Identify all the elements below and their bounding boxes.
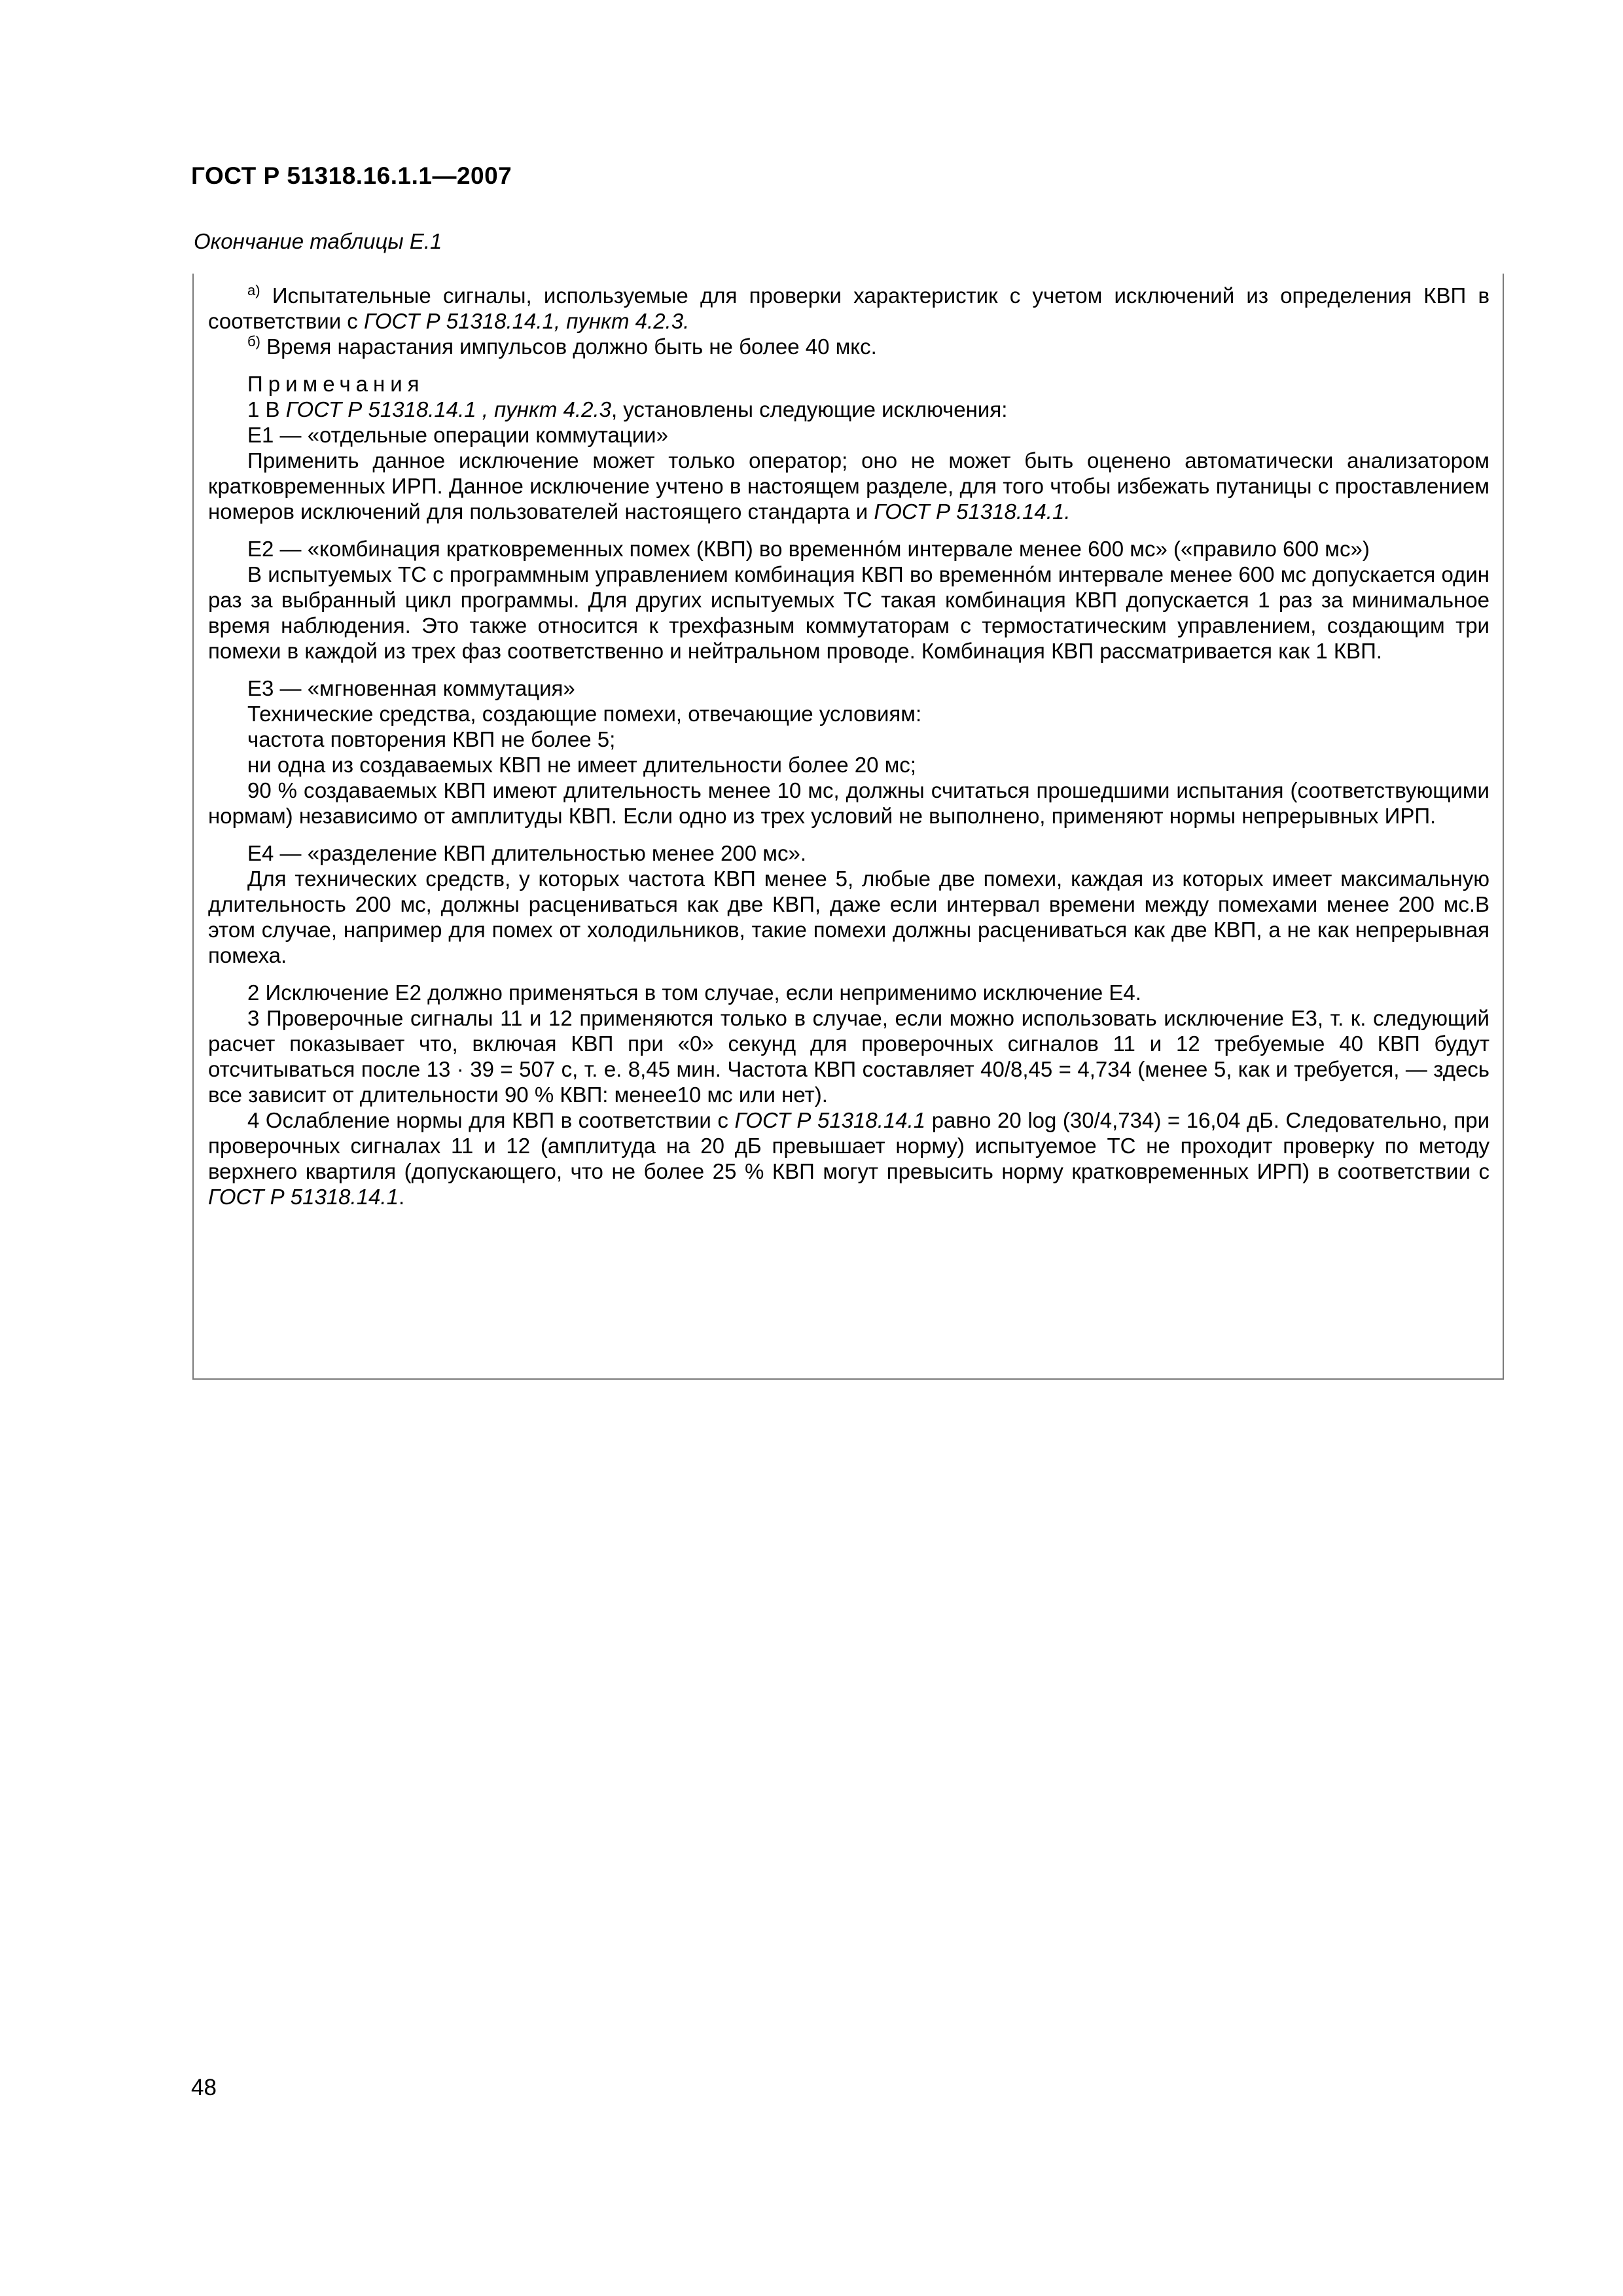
note-4-reference: ГОСТ Р 51318.14.1 [734,1108,926,1132]
exception-e3-line: частота повторения КВП не более 5; [247,727,616,751]
exception-e1-body [208,448,1489,524]
exception-e3-line: 90 % создаваемых КВП имеют длительность менее 10 мс, должны считаться прошедшими испытания (соответствующими нормам) независимо от амплитуды КВП. Если одно из трех условий не выполнено, применяют нормы непрерывных ИРП. [208,778,1489,828]
note-4 [208,1107,1489,1210]
note-2: 2 Исключение Е2 должно применяться в том случае, если неприменимо исключение Е4. [247,980,1141,1005]
footnote-a-mark: а) [247,282,260,298]
document-header: ГОСТ Р 51318.16.1.1—2007 [191,162,512,189]
note-1-reference: ГОСТ Р 51318.14.1 , пункт 4.2.3 [285,397,611,422]
footnote-a [208,283,1489,334]
exception-e4-body: Для технических средств, у которых частота КВП менее 5, любые две помехи, каждая из которых имеет максимальную длительность 200 мс, должны расцениваться как две КВП, даже если интервал времени между помехами менее 200 мс.В этом случае, например для помех от холодильников, такие помехи должны расцениваться как две КВП, а не как непрерывная помеха. [208,867,1489,967]
exception-e3-line: Технические средства, создающие помехи, отвечающие условиям: [247,702,922,726]
note-4-prefix: 4 Ослабление нормы для КВП в соответствии с [247,1108,735,1132]
footnote-a-text: Испытательные сигналы, используемые для проверки характеристик с учетом исключений из определения КВП в соответствии с [208,283,1490,333]
footnote-b-mark: б) [247,333,260,350]
page-number: 48 [191,2075,217,2100]
note-3: 3 Проверочные сигналы 11 и 12 применяются только в случае, если можно использовать исключение Е3, т. к. следующий расчет показывает что, включая КВП при «0» секунд для проверочных сигналов 11 и 12 требуемые 40 КВП будут отсчитываться после 13 · 39 = 507 с, т. е. 8,45 мин. Частота КВП составляет 40/8,45 = 4,734 (менее 5, как и требуется, — здесь все зависит от длительности 90 % КВП: менее10 мс или нет). [208,1006,1489,1107]
exception-e3-title: Е3 — «мгновенная коммутация» [247,676,575,700]
note-1-suffix: , установлены следующие исключения: [611,397,1008,422]
footnote-b [208,334,1489,359]
exception-e4-title: Е4 — «разделение КВП длительностью менее 200 мс». [247,841,806,865]
exception-e1-reference: ГОСТ Р 51318.14.1. [874,499,1071,524]
note-1-prefix: 1 В [247,397,286,422]
exception-e1-title: Е1 — «отдельные операции коммутации» [247,423,668,447]
note-4-reference: ГОСТ Р 51318.14.1 [208,1185,399,1209]
table-continuation-caption: Окончание таблицы Е.1 [194,229,442,253]
exception-e1-text: Применить данное исключение может только оператор; оно не может быть оценено автоматически анализатором кратковременных ИРП. Данное исключение учтено в настоящем разделе, для того чтобы избежать путаницы с проставлением номеров исключений для пользователей настоящего стандарта и [208,448,1489,524]
footnote-a-reference: ГОСТ Р 51318.14.1, пункт 4.2.3. [363,309,690,333]
footnote-b-text: Время нарастания импульсов должно быть не более 40 мкс. [266,334,877,359]
note-1 [208,397,1489,422]
exception-e2-title: Е2 — «комбинация кратковременных помех (КВП) во временно́м интервале менее 600 мс» («правило 600 мс») [247,537,1370,561]
note-4-end: . [398,1185,405,1209]
note-4-text: равно 20 log (30/4,734) = 16,04 дБ. Следовательно, при проверочных сигналах 11 и 12 (амплитуда на 20 дБ превышает норму) испытуемое ТС не проходит проверку по методу верхнего квартиля (допускающего, что не более 25 % КВП могут превысить норму кратковременных ИРП) в соответствии с [208,1108,1489,1183]
exception-e3-line: ни одна из создаваемых КВП не имеет длительности более 20 мс; [247,753,916,777]
exception-e2-body: В испытуемых ТС с программным управлением комбинация КВП во временно́м интервале менее 600 мс допускается один раз за выбранный цикл программы. Для других испытуемых ТС такая комбинация КВП допускается 1 раз за минимальное время наблюдения. Это также относится к трехфазным коммутаторам с термостатическим управлением, создающим три помехи в каждой из трех фаз соответственно и нейтральном проводе. Комбинация КВП рассматривается как 1 КВП. [208,562,1489,663]
table-content [208,283,1489,1210]
notes-heading: Примечания [247,372,425,396]
